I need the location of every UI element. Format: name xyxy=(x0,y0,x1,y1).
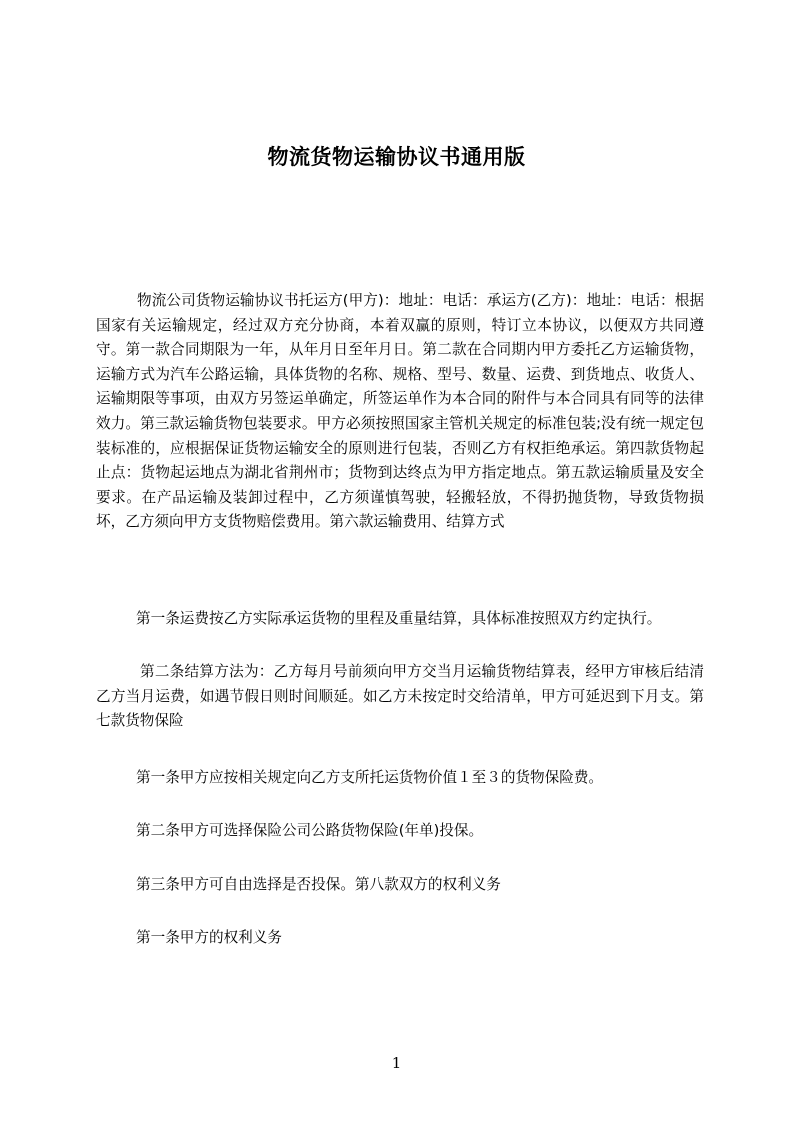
paragraph-rights-clause-1: 第一条甲方的权利义务 xyxy=(136,929,282,946)
paragraph-insurance-clause-3: 第三条甲方可自由选择是否投保。第八款双方的权利义务 xyxy=(136,876,501,893)
paragraph-insurance-clause-1: 第一条甲方应按相关规定向乙方支所托运货物价值１至３的货物保险费。 xyxy=(136,769,604,786)
paragraph-settlement-clause-2: 第二条结算方法为：乙方每月号前须向甲方交当月运输货物结算表，经甲方审核后结清乙方当月运费，如遇节假日则时间顺延。如乙方未按定时交给清单，甲方可延迟到下月支。第七款货物保险 xyxy=(96,663,704,730)
paragraph-intro: 物流公司货物运输协议书托运方(甲方)：地址：电话：承运方(乙方)：地址：电话：根据国家有关运输规定，经过双方充分协商，本着双赢的原则，特订立本协议，以便双方共同遵守。第一款合同期限为一年，从年月日至年月日。第二款在合同期内甲方委托乙方运输货物，运输方式为汽车公路运输，具体货物的名称、规格、型号、数量、运费、到货地点、收货人、运输期限等事项，由双方另签运单确定，所签运单作为本合同的附件与本合同具有同等的法律效力。第三款运输货物包装要求。甲方必须按照国家主管机关规定的标准包装;没有统一规定包装标准的，应根据保证货物运输安全的原则进行包装，否则乙方有权拒绝承运。第四款货物起止点：货物起运地点为湖北省荆州市；货物到达终点为甲方指定地点。第五款运输质量及安全要求。在产品运输及装卸过程中，乙方须谨慎驾驶，轻搬轻放，不得扔抛货物，导致货物损坏，乙方须向甲方支货物赔偿费用。第六款运输费用、结算方式 xyxy=(96,292,704,531)
paragraph-freight-clause-1: 第一条运费按乙方实际承运货物的里程及重量结算，具体标准按照双方约定执行。 xyxy=(136,610,662,627)
paragraph-insurance-clause-2: 第二条甲方可选择保险公司公路货物保险(年单)投保。 xyxy=(136,822,484,839)
page-number: 1 xyxy=(391,1054,402,1072)
document-title: 物流货物运输协议书通用版 xyxy=(267,145,526,169)
